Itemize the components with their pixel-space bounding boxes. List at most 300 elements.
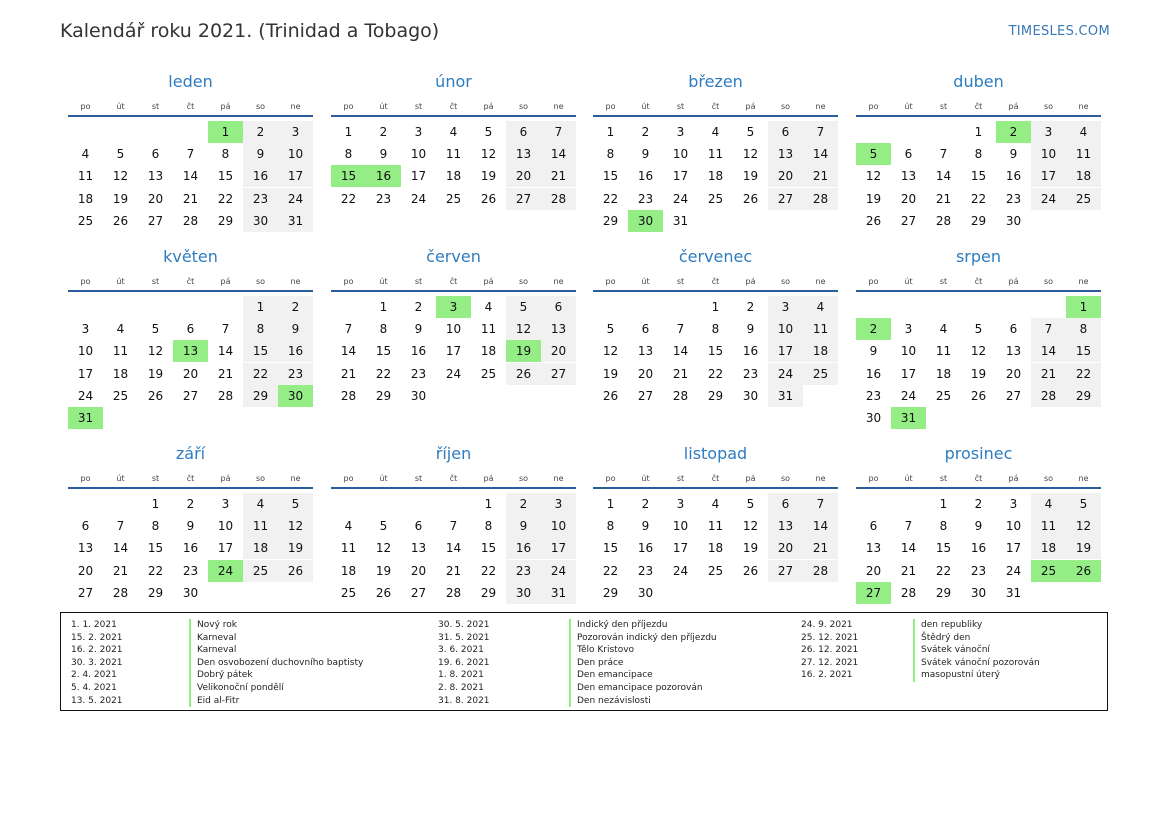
- day-cell: 13: [541, 318, 576, 340]
- month-name: únor: [435, 72, 472, 91]
- day-cell: 13: [1005, 344, 1022, 359]
- day-cell: 10: [900, 344, 917, 359]
- legend-date: 27. 12. 2021: [801, 657, 859, 668]
- day-cell: 24: [278, 188, 313, 210]
- day-cell: 10: [217, 519, 234, 534]
- weekday-label: pá: [220, 102, 231, 111]
- day-cell: 5: [1066, 493, 1101, 515]
- day-cell: 7: [939, 147, 948, 162]
- day-cell: 26: [480, 191, 497, 206]
- day-cell: 17: [1031, 165, 1066, 187]
- day-cell: 16: [243, 165, 278, 187]
- day-cell: 5: [379, 519, 388, 534]
- day-cell: 6: [1009, 322, 1018, 337]
- legend-date: 1. 1. 2021: [71, 620, 117, 630]
- day-cell: 14: [182, 169, 199, 184]
- day-cell: 9: [974, 519, 983, 534]
- weekday-label: ne: [815, 277, 826, 286]
- month-divider: [856, 115, 1101, 117]
- day-cell: 29: [217, 213, 234, 228]
- weekday-label: so: [255, 277, 266, 286]
- day-cell: 23: [742, 366, 759, 381]
- weekday-label: po: [343, 474, 354, 483]
- day-cell: 26: [278, 560, 313, 582]
- legend-holiday-name: Eid al-Fitr: [189, 695, 239, 708]
- day-cell: 1: [484, 497, 493, 511]
- weekday-label: čt: [449, 474, 458, 483]
- legend-date: 25. 12. 2021: [801, 632, 859, 643]
- day-cell: 23: [637, 563, 654, 578]
- month-divider: [331, 115, 576, 117]
- day-cell: 3: [768, 296, 803, 318]
- day-cell: 21: [112, 563, 129, 578]
- day-cell: 16: [506, 537, 541, 559]
- day-cell: 3: [676, 497, 685, 511]
- brand-link[interactable]: TIMESLES.COM: [1008, 24, 1110, 39]
- weekday-label: st: [939, 277, 948, 286]
- day-cell: 28: [900, 585, 917, 600]
- day-cell: 15: [480, 541, 497, 556]
- day-cell: 12: [375, 541, 392, 556]
- day-cell: 25: [340, 585, 357, 600]
- holiday-day-cell: 5: [856, 143, 891, 165]
- weekday-label: pá: [220, 474, 231, 483]
- weekday-label: st: [414, 102, 423, 111]
- day-cell: 28: [803, 188, 838, 210]
- weekday-label: pá: [745, 102, 756, 111]
- day-cell: 5: [606, 322, 615, 337]
- day-cell: 27: [541, 363, 576, 385]
- day-cell: 9: [641, 519, 650, 534]
- day-cell: 19: [970, 366, 987, 381]
- legend-holiday-name: Svátek vánoční pozorován: [913, 657, 1040, 670]
- day-cell: 22: [340, 191, 357, 206]
- day-cell: 23: [243, 188, 278, 210]
- day-cell: 18: [112, 366, 129, 381]
- weekday-label: ne: [553, 102, 564, 111]
- day-cell: 5: [484, 125, 493, 139]
- day-cell: 1: [974, 125, 983, 139]
- day-cell: 21: [935, 191, 952, 206]
- day-cell: 10: [278, 143, 313, 165]
- day-cell: 29: [1066, 385, 1101, 407]
- day-cell: 23: [182, 563, 199, 578]
- day-cell: 7: [449, 519, 458, 534]
- day-cell: 28: [112, 585, 129, 600]
- day-cell: 29: [480, 585, 497, 600]
- day-cell: 29: [602, 213, 619, 228]
- holiday-day-cell: 25: [1031, 560, 1066, 582]
- holiday-day-cell: 24: [208, 560, 243, 582]
- day-cell: 2: [641, 497, 650, 511]
- day-cell: 17: [541, 537, 576, 559]
- day-cell: 28: [935, 213, 952, 228]
- day-cell: 20: [541, 340, 576, 362]
- day-cell: 14: [1031, 340, 1066, 362]
- day-cell: 16: [278, 340, 313, 362]
- month-divider: [856, 290, 1101, 292]
- day-cell: 17: [768, 340, 803, 362]
- legend-date: 3. 6. 2021: [438, 645, 484, 656]
- month-name: leden: [168, 72, 213, 91]
- day-cell: 22: [147, 563, 164, 578]
- day-cell: 25: [935, 388, 952, 403]
- weekday-label: so: [1043, 277, 1054, 286]
- weekday-label: út: [379, 474, 388, 483]
- month-name: září: [175, 444, 206, 463]
- day-cell: 1: [243, 296, 278, 318]
- holiday-day-cell: 31: [68, 407, 103, 429]
- day-cell: 17: [217, 541, 234, 556]
- day-cell: 20: [182, 366, 199, 381]
- month-divider: [68, 290, 313, 292]
- weekday-label: pá: [483, 474, 494, 483]
- day-cell: 27: [506, 188, 541, 210]
- day-cell: 15: [147, 541, 164, 556]
- day-cell: 22: [970, 191, 987, 206]
- day-cell: 18: [935, 366, 952, 381]
- holiday-day-cell: 1: [1066, 296, 1101, 318]
- day-cell: 5: [278, 493, 313, 515]
- day-cell: 1: [151, 497, 160, 511]
- legend-holiday-name: Velikonoční pondělí: [189, 682, 284, 695]
- legend-holiday-name: Indický den příjezdu: [569, 619, 668, 632]
- weekday-label: út: [379, 277, 388, 286]
- day-cell: 17: [672, 169, 689, 184]
- day-cell: 27: [637, 388, 654, 403]
- day-cell: 7: [803, 493, 838, 515]
- weekday-label: po: [605, 474, 616, 483]
- legend-holiday-name: masopustní úterý: [913, 669, 1000, 682]
- legend-date: 31. 5. 2021: [438, 632, 490, 643]
- day-cell: 6: [81, 519, 90, 534]
- day-cell: 14: [112, 541, 129, 556]
- weekday-label: po: [80, 102, 91, 111]
- day-cell: 21: [217, 366, 234, 381]
- day-cell: 15: [707, 344, 724, 359]
- day-cell: 5: [746, 497, 755, 511]
- day-cell: 3: [541, 493, 576, 515]
- day-cell: 10: [1005, 519, 1022, 534]
- day-cell: 16: [637, 169, 654, 184]
- day-cell: 11: [480, 322, 497, 337]
- day-cell: 6: [506, 121, 541, 143]
- holiday-day-cell: 31: [891, 407, 926, 429]
- day-cell: 11: [707, 519, 724, 534]
- day-cell: 24: [768, 363, 803, 385]
- day-cell: 20: [1005, 366, 1022, 381]
- weekday-label: so: [780, 474, 791, 483]
- weekday-label: út: [904, 277, 913, 286]
- day-cell: 1: [939, 497, 948, 511]
- day-cell: 10: [1031, 143, 1066, 165]
- day-cell: 9: [1009, 147, 1018, 162]
- weekday-label: st: [676, 277, 685, 286]
- day-cell: 4: [803, 296, 838, 318]
- day-cell: 11: [243, 515, 278, 537]
- day-cell: 11: [340, 541, 357, 556]
- day-cell: 9: [243, 143, 278, 165]
- day-cell: 26: [970, 388, 987, 403]
- legend-date: 19. 6. 2021: [438, 657, 490, 668]
- day-cell: 17: [900, 366, 917, 381]
- day-cell: 19: [742, 541, 759, 556]
- day-cell: 20: [637, 366, 654, 381]
- weekday-label: st: [414, 277, 423, 286]
- day-cell: 28: [1031, 385, 1066, 407]
- day-cell: 21: [672, 366, 689, 381]
- day-cell: 14: [803, 143, 838, 165]
- weekday-label: út: [641, 474, 650, 483]
- weekday-label: po: [605, 277, 616, 286]
- legend-date: 1. 8. 2021: [438, 670, 484, 681]
- day-cell: 8: [379, 322, 388, 337]
- day-cell: 24: [1005, 563, 1022, 578]
- day-cell: 15: [970, 169, 987, 184]
- day-cell: 11: [707, 147, 724, 162]
- day-cell: 28: [182, 213, 199, 228]
- day-cell: 28: [445, 585, 462, 600]
- legend-holiday-name: Den práce: [569, 657, 623, 670]
- day-cell: 11: [935, 344, 952, 359]
- day-cell: 8: [151, 519, 160, 534]
- day-cell: 23: [637, 191, 654, 206]
- weekday-label: pá: [483, 277, 494, 286]
- day-cell: 27: [147, 213, 164, 228]
- page-title: Kalendář roku 2021. (Trinidad a Tobago): [60, 20, 440, 42]
- weekday-label: st: [676, 474, 685, 483]
- day-cell: 9: [414, 322, 423, 337]
- day-cell: 27: [768, 560, 803, 582]
- day-cell: 3: [1009, 497, 1018, 511]
- day-cell: 27: [900, 213, 917, 228]
- day-cell: 14: [340, 344, 357, 359]
- day-cell: 3: [221, 497, 230, 511]
- holiday-day-cell: 30: [278, 385, 313, 407]
- day-cell: 5: [151, 322, 160, 337]
- day-cell: 10: [541, 515, 576, 537]
- day-cell: 25: [112, 388, 129, 403]
- day-cell: 29: [147, 585, 164, 600]
- weekday-label: po: [605, 102, 616, 111]
- day-cell: 10: [672, 519, 689, 534]
- day-cell: 28: [340, 388, 357, 403]
- day-cell: 15: [217, 169, 234, 184]
- day-cell: 15: [602, 169, 619, 184]
- month-name: říjen: [435, 444, 472, 463]
- legend-holiday-name: Štědrý den: [913, 632, 970, 645]
- month-divider: [331, 290, 576, 292]
- day-cell: 1: [344, 125, 353, 139]
- day-cell: 21: [182, 191, 199, 206]
- day-cell: 2: [746, 300, 755, 314]
- day-cell: 12: [506, 318, 541, 340]
- day-cell: 20: [77, 563, 94, 578]
- day-cell: 21: [541, 165, 576, 187]
- day-cell: 5: [116, 147, 125, 162]
- day-cell: 13: [768, 515, 803, 537]
- day-cell: 6: [869, 519, 878, 534]
- day-cell: 14: [541, 143, 576, 165]
- weekday-label: ne: [1078, 474, 1089, 483]
- day-cell: 12: [278, 515, 313, 537]
- day-cell: 26: [865, 213, 882, 228]
- weekday-label: čt: [186, 102, 195, 111]
- day-cell: 6: [768, 493, 803, 515]
- day-cell: 2: [414, 300, 423, 314]
- day-cell: 7: [344, 322, 353, 337]
- day-cell: 3: [1031, 121, 1066, 143]
- day-cell: 15: [935, 541, 952, 556]
- day-cell: 30: [182, 585, 199, 600]
- month-divider: [856, 487, 1101, 489]
- day-cell: 27: [410, 585, 427, 600]
- day-cell: 4: [1066, 121, 1101, 143]
- day-cell: 5: [974, 322, 983, 337]
- weekday-label: po: [868, 102, 879, 111]
- weekday-label: ne: [553, 474, 564, 483]
- day-cell: 11: [1066, 143, 1101, 165]
- weekday-label: út: [116, 102, 125, 111]
- day-cell: 20: [506, 165, 541, 187]
- day-cell: 19: [742, 169, 759, 184]
- day-cell: 28: [803, 560, 838, 582]
- day-cell: 28: [541, 188, 576, 210]
- day-cell: 29: [707, 388, 724, 403]
- day-cell: 29: [935, 585, 952, 600]
- weekday-label: po: [80, 277, 91, 286]
- day-cell: 4: [711, 497, 720, 511]
- day-cell: 20: [865, 563, 882, 578]
- day-cell: 25: [243, 560, 278, 582]
- weekday-label: so: [780, 277, 791, 286]
- weekday-label: pá: [483, 102, 494, 111]
- day-cell: 12: [480, 147, 497, 162]
- day-cell: 4: [711, 125, 720, 139]
- day-cell: 13: [768, 143, 803, 165]
- legend-holiday-name: Den osvobození duchovního baptisty: [189, 657, 363, 670]
- day-cell: 16: [1005, 169, 1022, 184]
- day-cell: 3: [81, 322, 90, 337]
- month-name: červen: [426, 247, 481, 266]
- day-cell: 25: [445, 191, 462, 206]
- day-cell: 7: [186, 147, 195, 162]
- day-cell: 31: [541, 582, 576, 604]
- day-cell: 22: [217, 191, 234, 206]
- day-cell: 31: [768, 385, 803, 407]
- weekday-label: so: [518, 474, 529, 483]
- day-cell: 15: [243, 340, 278, 362]
- day-cell: 8: [243, 318, 278, 340]
- day-cell: 5: [746, 125, 755, 139]
- legend-holiday-name: Den emancipace: [569, 669, 653, 682]
- day-cell: 13: [637, 344, 654, 359]
- day-cell: 12: [742, 519, 759, 534]
- day-cell: 12: [865, 169, 882, 184]
- day-cell: 20: [900, 191, 917, 206]
- day-cell: 23: [970, 563, 987, 578]
- day-cell: 29: [602, 585, 619, 600]
- month-divider: [593, 487, 838, 489]
- day-cell: 2: [186, 497, 195, 511]
- day-cell: 23: [278, 363, 313, 385]
- weekday-label: čt: [711, 102, 720, 111]
- weekday-label: st: [151, 474, 160, 483]
- day-cell: 25: [480, 366, 497, 381]
- legend-holiday-name: Karneval: [189, 632, 236, 645]
- month-name: květen: [163, 247, 218, 266]
- weekday-label: pá: [1008, 102, 1019, 111]
- legend-date: 2. 8. 2021: [438, 682, 484, 693]
- day-cell: 4: [1031, 493, 1066, 515]
- day-cell: 22: [480, 563, 497, 578]
- day-cell: 24: [77, 388, 94, 403]
- weekday-label: ne: [1078, 277, 1089, 286]
- day-cell: 11: [77, 169, 94, 184]
- day-cell: 28: [217, 388, 234, 403]
- weekday-label: čt: [974, 102, 983, 111]
- weekday-label: so: [780, 102, 791, 111]
- legend-holiday-name: Karneval: [189, 644, 236, 657]
- day-cell: 7: [221, 322, 230, 337]
- day-cell: 16: [410, 344, 427, 359]
- day-cell: 22: [602, 191, 619, 206]
- day-cell: 16: [182, 541, 199, 556]
- day-cell: 7: [541, 121, 576, 143]
- day-cell: 10: [445, 322, 462, 337]
- weekday-label: ne: [815, 474, 826, 483]
- day-cell: 19: [480, 169, 497, 184]
- day-cell: 8: [711, 322, 720, 337]
- day-cell: 17: [672, 541, 689, 556]
- day-cell: 14: [672, 344, 689, 359]
- day-cell: 25: [707, 563, 724, 578]
- day-cell: 29: [375, 388, 392, 403]
- day-cell: 19: [602, 366, 619, 381]
- day-cell: 9: [746, 322, 755, 337]
- day-cell: 3: [414, 125, 423, 139]
- day-cell: 6: [904, 147, 913, 162]
- day-cell: 18: [707, 169, 724, 184]
- legend-date: 16. 2. 2021: [71, 645, 123, 656]
- day-cell: 11: [112, 344, 129, 359]
- holiday-day-cell: 19: [506, 340, 541, 362]
- day-cell: 15: [602, 541, 619, 556]
- day-cell: 17: [410, 169, 427, 184]
- day-cell: 24: [541, 560, 576, 582]
- holiday-day-cell: 16: [366, 165, 401, 187]
- day-cell: 21: [445, 563, 462, 578]
- day-cell: 19: [147, 366, 164, 381]
- day-cell: 14: [900, 541, 917, 556]
- day-cell: 20: [768, 537, 803, 559]
- day-cell: 3: [676, 125, 685, 139]
- day-cell: 22: [602, 563, 619, 578]
- weekday-label: út: [641, 102, 650, 111]
- day-cell: 27: [768, 188, 803, 210]
- day-cell: 26: [742, 191, 759, 206]
- day-cell: 24: [445, 366, 462, 381]
- holiday-day-cell: 26: [1066, 560, 1101, 582]
- day-cell: 4: [939, 322, 948, 337]
- day-cell: 13: [410, 541, 427, 556]
- weekday-label: ne: [290, 474, 301, 483]
- day-cell: 12: [602, 344, 619, 359]
- day-cell: 23: [506, 560, 541, 582]
- day-cell: 21: [900, 563, 917, 578]
- weekday-label: ne: [290, 277, 301, 286]
- day-cell: 2: [379, 125, 388, 139]
